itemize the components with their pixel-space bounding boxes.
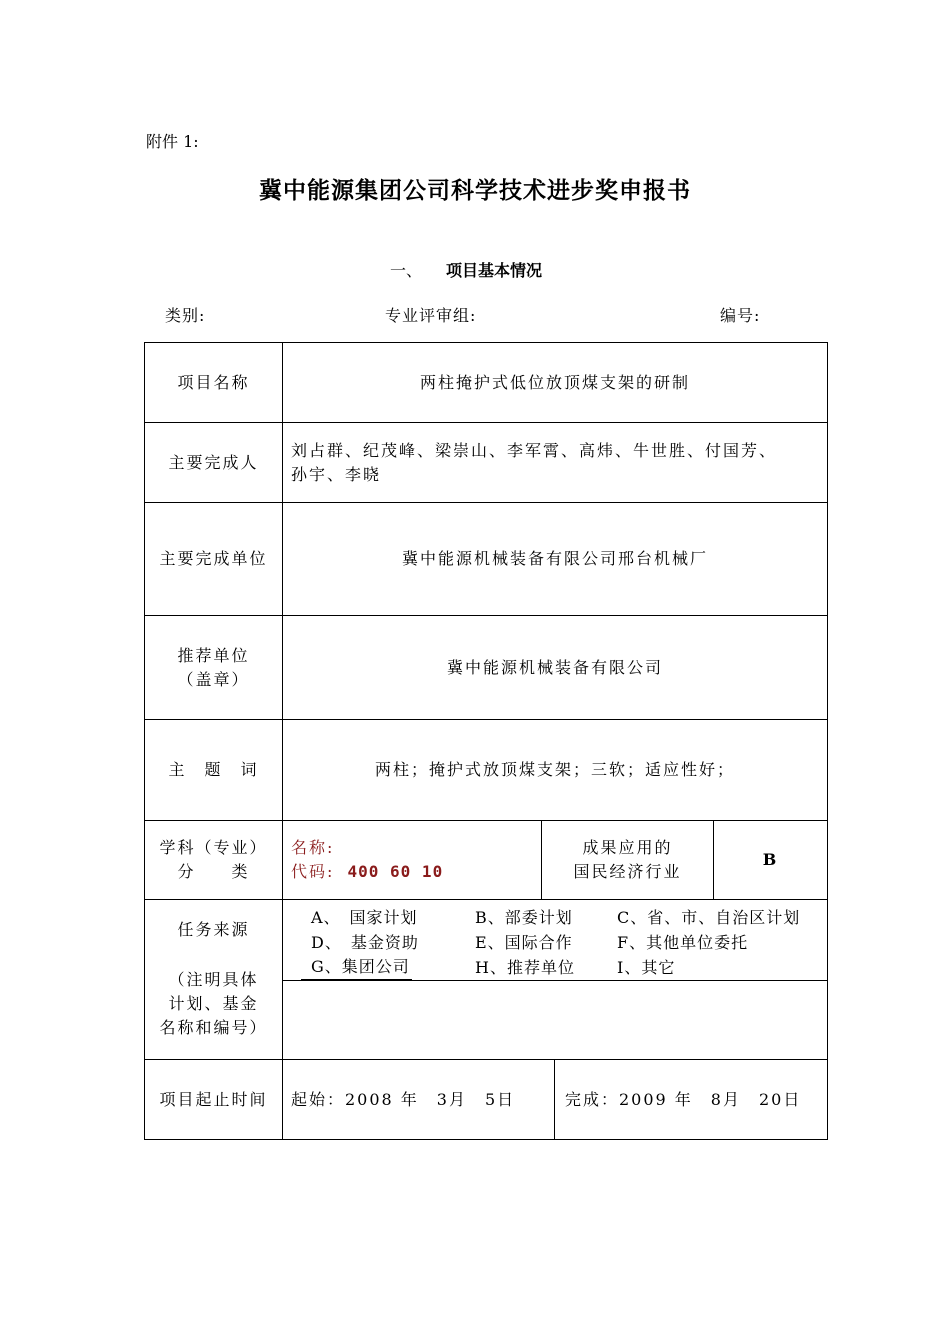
- task-source-label-line1: 任务来源: [177, 920, 250, 939]
- task-source-note-line2: 计划、基金: [168, 994, 259, 1013]
- application-industry-value: B: [762, 850, 779, 869]
- main-persons-value: [291, 423, 825, 502]
- keywords-value: 两柱；掩护式放顶煤支架；三软；适应性好；: [374, 760, 735, 779]
- application-industry-line1: 成果应用的: [582, 838, 673, 857]
- discipline-code-label: 代码:: [291, 862, 335, 881]
- discipline-name-label: 名称:: [291, 838, 335, 857]
- task-source-opt-e: E、国际合作: [475, 933, 573, 952]
- recommender-label: [145, 616, 282, 719]
- task-source-opt-d: D、 基金资助: [311, 933, 419, 952]
- main-units-label: 主要完成单位: [159, 549, 268, 568]
- task-source-opt-h: H、推荐单位: [475, 958, 575, 977]
- task-source-opt-f: F、其他单位委托: [617, 933, 749, 952]
- task-source-label: [145, 900, 282, 1059]
- task-source-opt-b: B、部委计划: [475, 908, 573, 927]
- recommender-label-line2: （盖章）: [177, 669, 250, 689]
- discipline-name-code: [291, 821, 539, 899]
- task-source-details-field[interactable]: [283, 981, 827, 1059]
- section-heading: [390, 258, 542, 281]
- discipline-code-row: [291, 860, 443, 884]
- task-source-opt-c: C、省、市、自治区计划: [617, 908, 801, 927]
- discipline-code-value: 400 60 10: [347, 862, 444, 881]
- page-title: 冀中能源集团公司科学技术进步奖申报书: [259, 178, 691, 204]
- category-label: 类别:: [165, 306, 206, 325]
- period-end: 完成：2009 年 8月 20日: [565, 1089, 802, 1109]
- task-source-opt-g: G、集团公司: [301, 955, 412, 980]
- review-group-label: 专业评审组:: [385, 306, 477, 325]
- main-persons-label: 主要完成人: [168, 452, 259, 472]
- task-source-note-line3: 名称和编号）: [159, 1018, 268, 1037]
- application-industry-line2: 国民经济行业: [573, 862, 682, 881]
- main-units-value: 冀中能源机械装备有限公司邢台机械厂: [401, 549, 708, 568]
- section-title: 项目基本情况: [446, 261, 543, 280]
- recommender-value: 冀中能源机械装备有限公司: [446, 657, 663, 677]
- attachment-label: 附件 1:: [146, 132, 199, 151]
- discipline-label: [145, 821, 282, 899]
- discipline-label-line2: 分 类: [177, 862, 250, 881]
- recommender-label-line1: 推荐单位: [177, 645, 250, 665]
- keywords-label: 主 题 词: [168, 760, 259, 779]
- main-persons-line1: 刘占群、纪茂峰、梁崇山、李军霄、高炜、牛世胜、付国芳、: [291, 440, 778, 460]
- period-label: 项目起止时间: [159, 1089, 268, 1109]
- discipline-label-line1: 学科（专业）: [159, 838, 268, 857]
- task-source-opt-a: A、 国家计划: [311, 908, 418, 927]
- period-start: 起始：2008 年 3月 5日: [291, 1089, 516, 1109]
- project-name-value: 两柱掩护式低位放顶煤支架的研制: [419, 372, 690, 392]
- column-divider: [554, 1059, 555, 1139]
- number-label: 编号:: [720, 306, 761, 325]
- task-source-opt-i: I、其它: [617, 958, 676, 977]
- application-form-table: [144, 342, 828, 1140]
- project-name-label: 项目名称: [177, 372, 250, 392]
- section-number: 一、: [390, 261, 423, 280]
- application-industry-label: [542, 821, 713, 899]
- task-source-note-line1: （注明具体: [168, 970, 259, 989]
- main-persons-line2: 孙宇、李晓: [291, 464, 382, 484]
